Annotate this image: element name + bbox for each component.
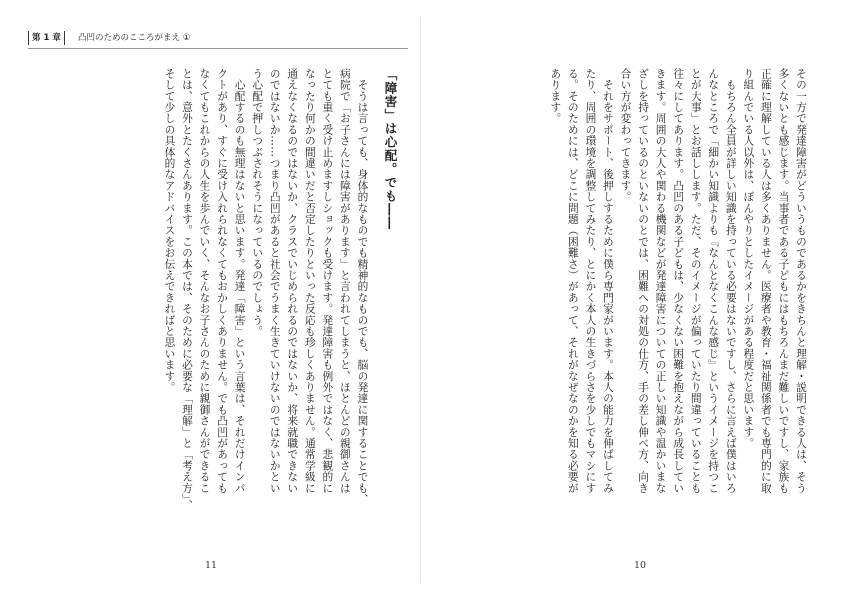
body-line: とは、意外とたくさんあります。この本では、そのために必要な「理解」と「考え方」、 (180, 68, 194, 511)
left-page-body (161, 68, 399, 546)
body-line: う心配で押しつぶされそうになっているのでしょう。 (251, 68, 265, 337)
body-line: あります。 (549, 68, 563, 124)
page-number: 11 (205, 560, 218, 571)
heading-spacer (371, 68, 381, 546)
body-line: んなところで「細かい知識よりも『なんとなくこんな感じ』というイメージを持つこ (707, 68, 721, 494)
body-line: 正確に理解している人は多くありません。医療者や教育・福祉関係者でも専門的に取 (759, 68, 773, 494)
body-line: ざしを持っているのといないのとでは、困難への対処の仕方、手の差し伸べ方、向き (637, 68, 651, 494)
body-line: きます。周囲の大人や関わる機関などが発達障害についての正しい知識や温かいまな (654, 68, 668, 494)
body-line: 通えなくなるのではないか、クラスでいじめられるのではないか、将来就職できない (286, 68, 300, 494)
body-line: 病院で「お子さんには障害があります」と言われてしまうと、ほとんどの親御さんは (338, 68, 352, 494)
body-line: そして少しの具体的なアドバイスをお伝えできればと思います。 (163, 68, 177, 393)
body-line: 合い方が変わってきます。 (619, 68, 633, 203)
right-page-body (547, 68, 810, 546)
body-line: クトがあり、すぐに受け入れられなくてもおかしくありません。でも凸凹があっても (216, 68, 230, 494)
right-page (421, 0, 843, 600)
body-line: なったり何かの間違いだと否定したりといった反応も珍しくありません。通常学級に (303, 68, 317, 494)
body-line: その一方で発達障害がどういうものであるかをきちんと理解・説明できる人は、そう (795, 68, 808, 494)
body-line: とても重く受け止めますしショックも受けます。発達障害も例外ではなく、悲観的に (321, 68, 335, 494)
body-line: もちろん全員が詳しい知識を持っている必要はないですし、さらに言えば僕はいろ (724, 68, 738, 494)
page-number: 10 (634, 560, 647, 571)
body-line: のではないか……つまり凸凹があると社会でうまく生きていけないのではないかとい (268, 68, 282, 494)
body-line: 心配するのも無理はないと思います。発達「障害」という言葉は、それだけインパ (233, 68, 247, 494)
body-line: り組んでいる人以外は、ぼんやりとしたイメージがある程度だと思います。 (742, 68, 756, 449)
body-line: とが大事」とお話しします。ただ、そのイメージが偏っていたり間違っていることも (689, 68, 703, 494)
running-head-rule (28, 48, 408, 49)
chapter-title: 凸凹のためのこころがまえ ① (78, 33, 191, 43)
body-line: る。そのためには、どこに問題（困難さ）があって、それがなぜなのかを知る必要が (566, 68, 580, 494)
body-line: 多くないとも感じます。当事者である子どもにはもちろんまだ難しいですし、家族も (777, 68, 791, 494)
body-line: 往々にしてあります。凸凹のある子どもは、少なくない困難を抱えながら成長してい (672, 68, 686, 494)
body-line: そうは言っても、身体的なものでも精神的なものでも、脳の発達に関することでも、 (356, 68, 370, 505)
chapter-label: 第 1 章 (28, 31, 65, 45)
running-head (28, 31, 408, 47)
body-line: それをサポート、後押しするために僕ら専門家がいます。本人の能力を伸ばしてみ (601, 68, 615, 494)
left-page (0, 0, 421, 600)
section-heading: 「障害」は心配。でも―― (383, 68, 398, 230)
body-line: なくてもこれからの人生を歩んでいく、そんなお子さんのために親御さんができるこ (198, 68, 212, 494)
body-line: たり、周囲の環境を調整してみたり、とにかく本人の生きづらさを少しでもマシにす (584, 68, 598, 494)
